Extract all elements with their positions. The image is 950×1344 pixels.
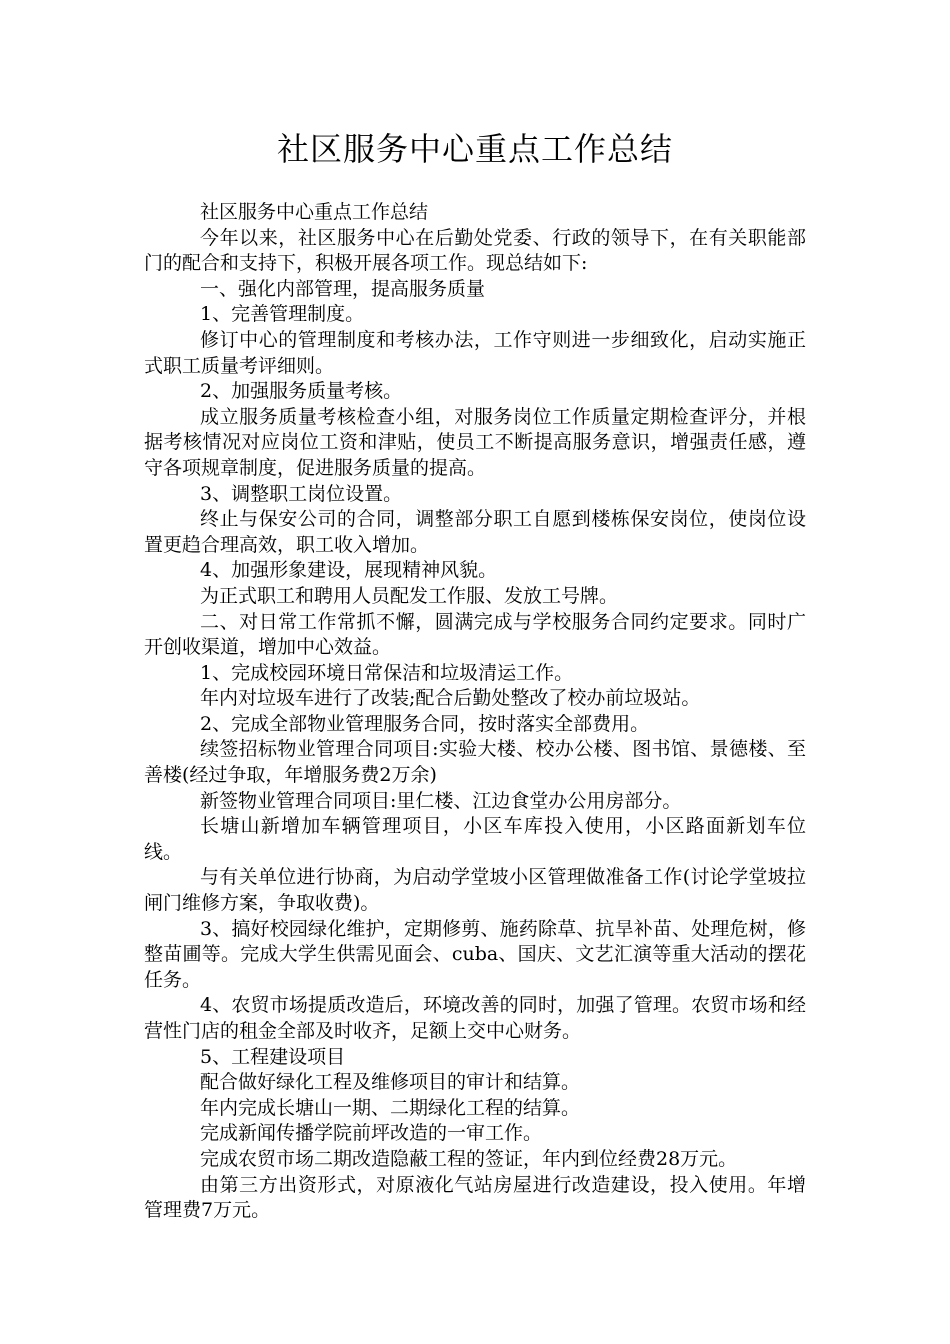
document-title: 社区服务中心重点工作总结 (276, 130, 673, 168)
paragraph: 今年以来，社区服务中心在后勤处党委、行政的领导下，在有关职能部门的配合和支持下，积极开展各项工作。现总结如下: (144, 226, 806, 275)
paragraph: 为正式职工和聘用人员配发工作服、发放工号牌。 (200, 584, 619, 607)
paragraph: 由第三方出资形式，对原液化气站房屋进行改造建设，投入使用。年增管理费7万元。 (144, 1173, 806, 1222)
paragraph: 3、搞好校园绿化维护，定期修剪、施药除草、抗旱补苗、处理危树，修整苗圃等。完成大学生供需见面会、cuba、国庆、文艺汇演等重大活动的摆花任务。 (144, 917, 806, 991)
subsection-heading: 2、完成全部物业管理服务合同，按时落实全部费用。 (200, 712, 650, 735)
subsection-heading: 1、完善管理制度。 (200, 303, 365, 326)
document-body (144, 200, 806, 1224)
paragraph: 与有关单位进行协商，为启动学堂坡小区管理做准备工作(讨论学堂坡拉闸门维修方案，争取收费)。 (144, 866, 806, 915)
paragraph: 年内完成长塘山一期、二期绿化工程的结算。 (200, 1096, 581, 1119)
subsection-heading: 2、加强服务质量考核。 (200, 380, 403, 403)
subsection-heading: 5、工程建设项目 (200, 1045, 346, 1068)
paragraph: 续签招标物业管理合同项目:实验大楼、校办公楼、图书馆、景德楼、至善楼(经过争取，年增服务费2万余) (144, 738, 806, 787)
paragraph: 完成农贸市场二期改造隐蔽工程的签证，年内到位经费28万元。 (200, 1147, 738, 1170)
section-heading: 二、对日常工作常抓不懈，圆满完成与学校服务合同约定要求。同时广开创收渠道，增加中心效益。 (144, 610, 806, 659)
paragraph: 完成新闻传播学院前坪改造的一审工作。 (200, 1122, 543, 1145)
paragraph: 长塘山新增加车辆管理项目，小区车库投入使用，小区路面新划车位线。 (144, 815, 806, 863)
paragraph: 新签物业管理合同项目:里仁楼、江边食堂办公用房部分。 (200, 789, 682, 812)
document-page (144, 122, 806, 1224)
paragraph: 年内对垃圾车进行了改装;配合后勤处整改了校办前垃圾站。 (200, 687, 701, 710)
subsection-heading: 3、调整职工岗位设置。 (200, 482, 403, 505)
paragraph: 终止与保安公司的合同，调整部分职工自愿到楼栋保安岗位，使岗位设置更趋合理高效，职工收入增加。 (144, 508, 806, 556)
subsection-heading: 1、完成校园环境日常保洁和垃圾清运工作。 (200, 661, 574, 684)
paragraph: 社区服务中心重点工作总结 (200, 201, 429, 223)
paragraph: 成立服务质量考核检查小组，对服务岗位工作质量定期检查评分，并根据考核情况对应岗位工资和津贴，使员工不断提高服务意识，增强责任感，遵守各项规章制度，促进服务质量的提高。 (144, 405, 806, 479)
section-heading: 一、强化内部管理，提高服务质量 (200, 277, 486, 300)
paragraph: 修订中心的管理制度和考核办法，工作守则进一步细致化，启动实施正式职工质量考评细则。 (144, 328, 806, 377)
paragraph: 4、农贸市场提质改造后，环境改善的同时，加强了管理。农贸市场和经营性门店的租金全部及时收齐，足额上交中心财务。 (144, 994, 806, 1042)
subsection-heading: 4、加强形象建设，展现精神风貌。 (200, 559, 498, 582)
paragraph: 配合做好绿化工程及维修项目的审计和结算。 (200, 1071, 581, 1094)
